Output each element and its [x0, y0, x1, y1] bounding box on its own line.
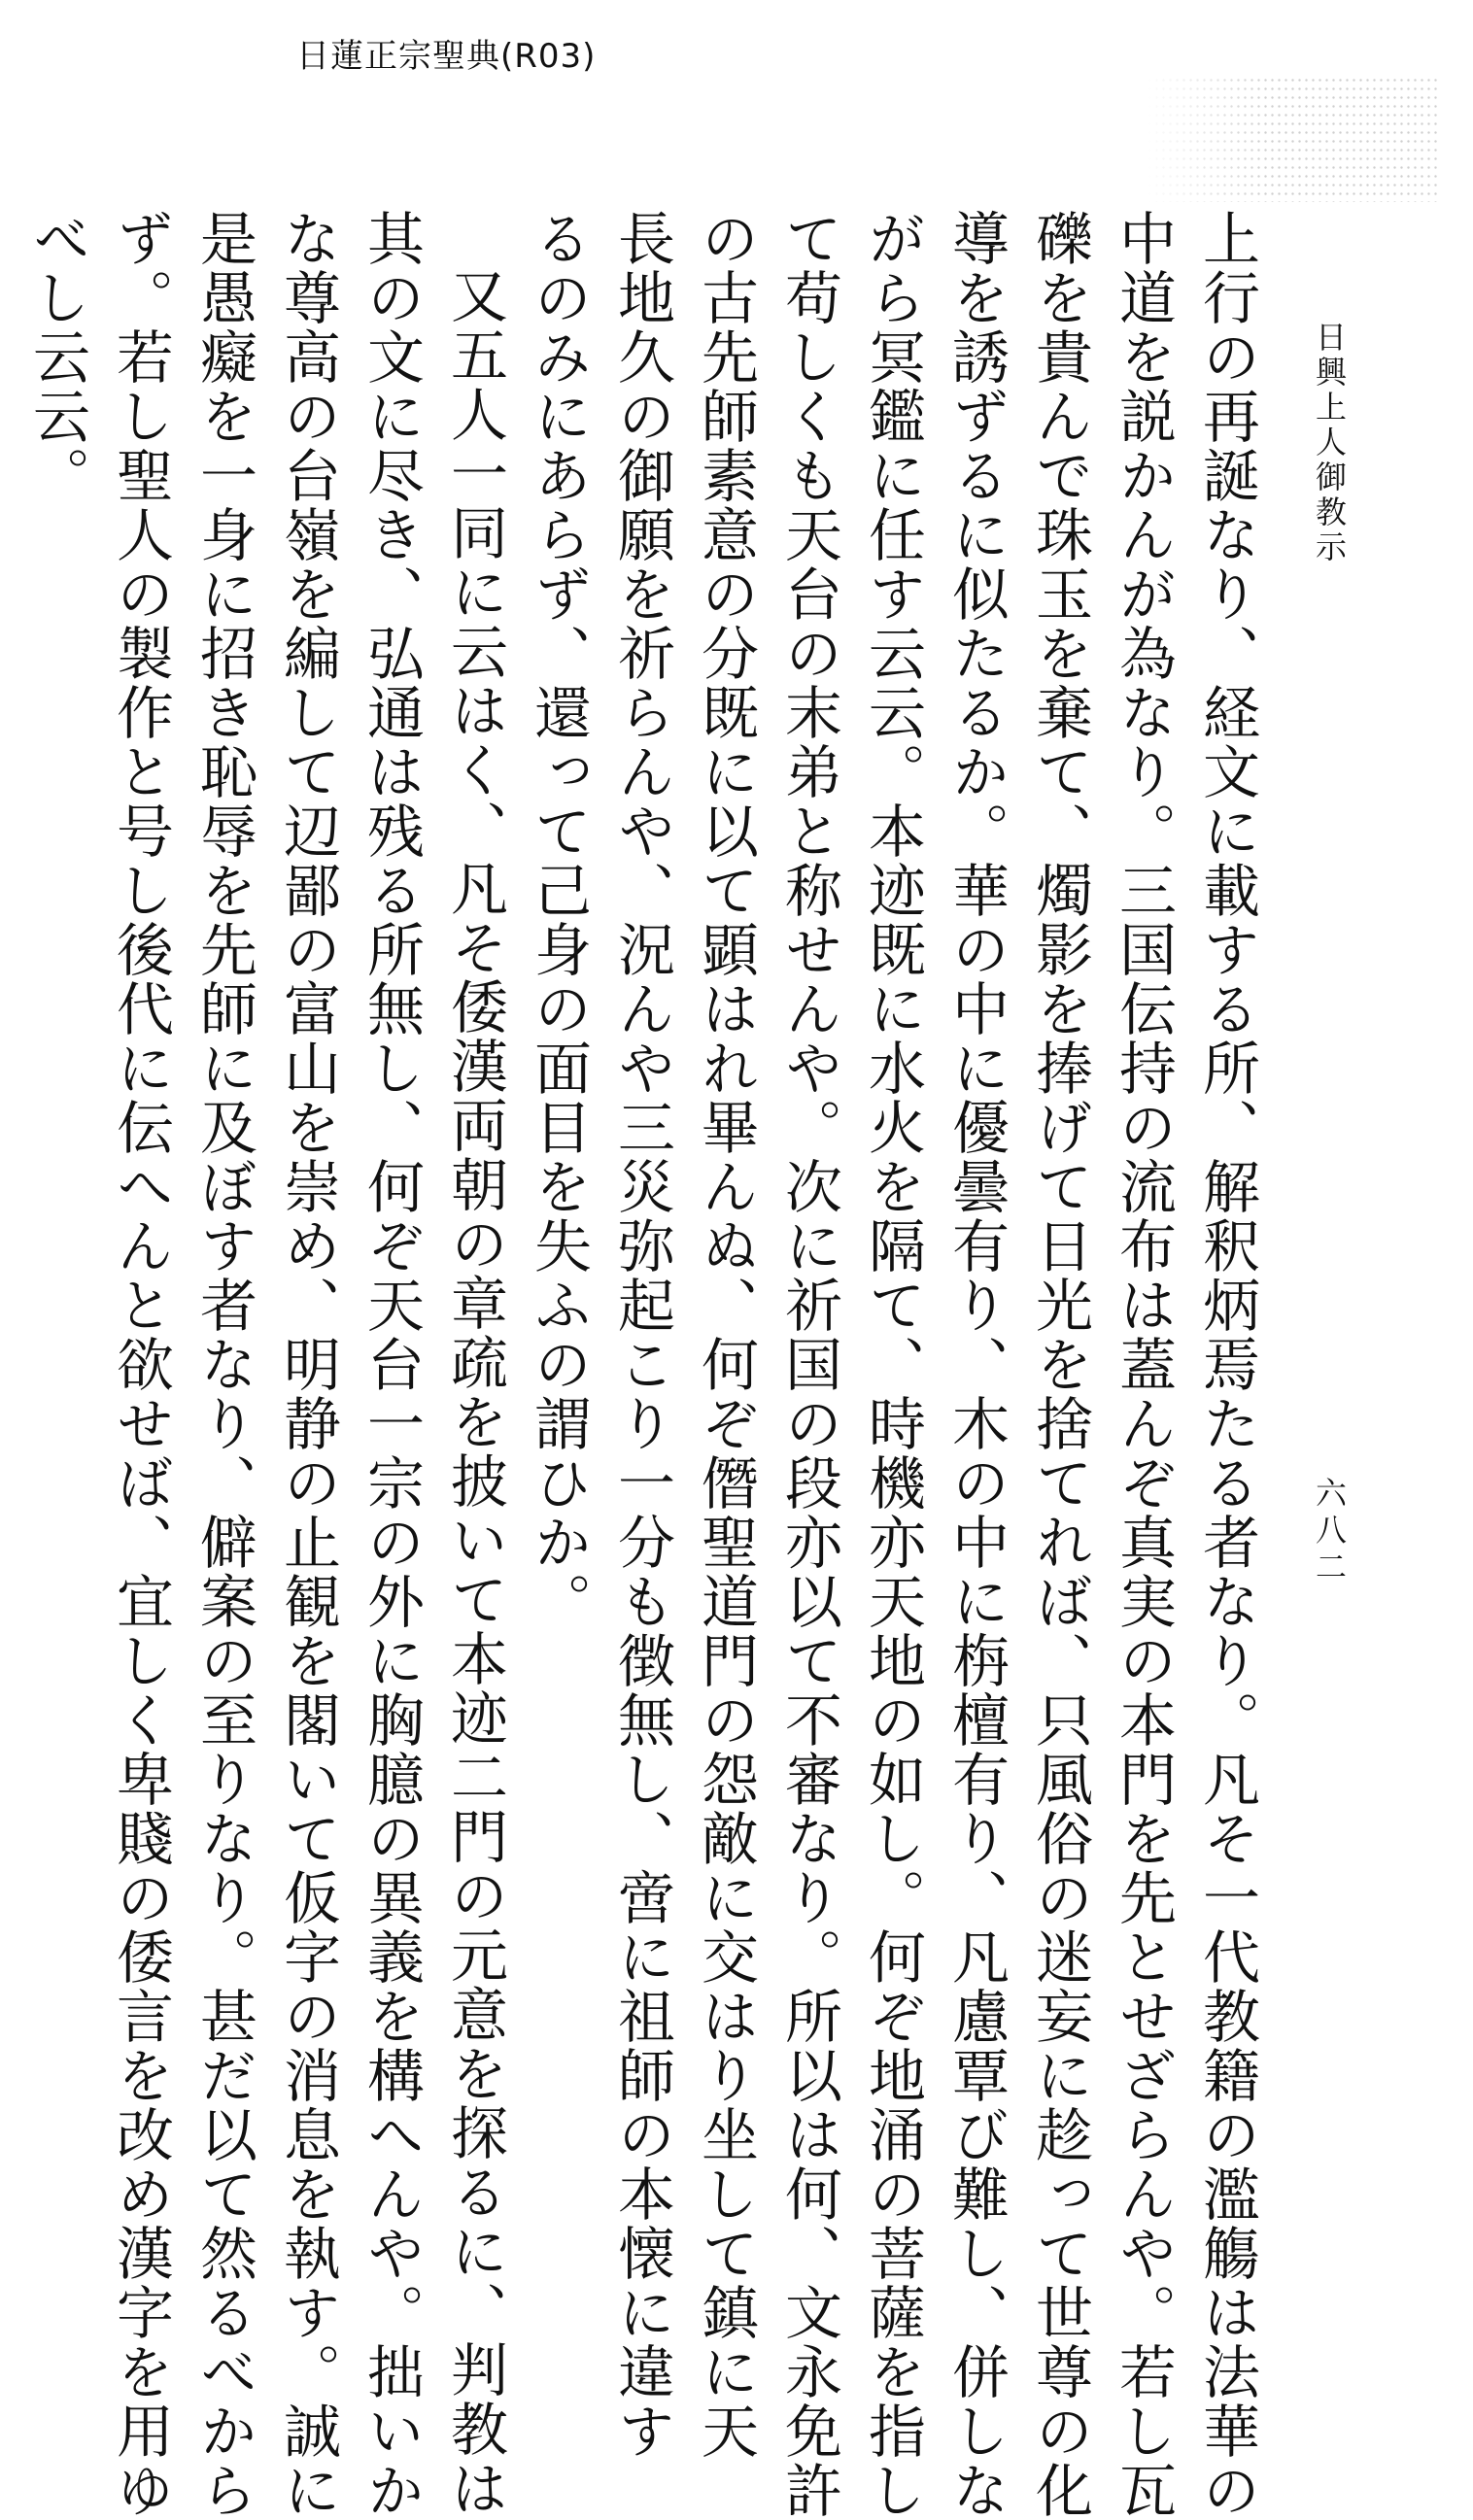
text-line: 礫を貴んで珠玉を棄て、燭影を捧げて日光を捨てれば、只風俗の迷妄に趁って世尊の化	[1026, 209, 1093, 2520]
text-column	[1017, 209, 1101, 2520]
text-column	[349, 209, 432, 2520]
text-column	[15, 209, 98, 1890]
text-line: 導を誘ずるに似たるか。華の中に優曇有り、木の中に栴檀有り、凡慮覃び難し、併しな	[942, 209, 1010, 2520]
text-line: の古先師素意の分既に以て顕はれ畢んぬ、何ぞ僭聖道門の怨敵に交はり坐して鎮に天	[692, 209, 759, 2461]
text-column	[265, 209, 349, 2520]
text-column	[934, 209, 1017, 2520]
text-line: 是愚癡を一身に招き恥辱を先師に及ぼす者なり、僻案の至りなり。甚だ以て然るべから	[190, 209, 257, 2520]
text-column	[850, 209, 934, 2520]
text-column	[98, 209, 182, 2520]
text-line: ず。若し聖人の製作と号し後代に伝へんと欲せば、宜しく卑賤の倭言を改め漢字を用ゆ	[107, 209, 174, 2520]
text-line: 其の文に尽き、弘通は残る所無し、何ぞ天台一宗の外に胸臆の異義を構へんや。拙いか	[358, 209, 425, 2520]
text-line: な尊高の台嶺を編して辺鄙の富山を崇め、明静の止観を閣いて仮字の消息を執す。誠に	[274, 209, 341, 2520]
text-line: 上行の再誕なり、経文に載する所、解釈炳焉たる者なり。凡そ一代教籍の濫觴は法華の	[1193, 209, 1260, 2520]
text-line: るのみにあらず、還って己身の面目を失ふの謂ひか。	[525, 209, 592, 1631]
text-line: 長地久の御願を祈らんや、況んや三災弥起こり一分も徴無し、啻に祖師の本懐に違す	[608, 209, 675, 2461]
text-column	[182, 209, 265, 2520]
text-column	[767, 209, 850, 2520]
text-column	[1101, 209, 1184, 2520]
text-line: 中道を説かんが為なり。三国伝持の流布は蓋んぞ真実の本門を先とせざらんや。若し瓦	[1110, 209, 1177, 2520]
text-line: べし云云。	[23, 209, 90, 505]
running-head: 日興上人御教示	[1311, 321, 1348, 565]
text-column	[1184, 209, 1268, 2520]
text-column	[432, 209, 516, 2518]
text-column	[599, 209, 683, 2461]
page-number: 六八二	[1311, 1477, 1348, 1587]
text-column	[516, 209, 599, 1890]
text-line: 又五人一同に云はく、凡そ倭漢両朝の章疏を披いて本迹二門の元意を探るに、判教は	[441, 266, 508, 2518]
text-column	[683, 209, 767, 2461]
body-text	[23, 209, 1268, 2520]
text-line: がら冥鑑に任す云云。本迹既に水火を隔て、時機亦天地の如し。何ぞ地涌の菩薩を指し	[859, 209, 926, 2520]
scan-speckle-noise	[1147, 76, 1438, 202]
text-line: て苟しくも天台の末弟と称せんや。次に祈国の段亦以て不審なり。所以は何、文永免許	[775, 209, 842, 2520]
document-header-title: 日蓮正宗聖典(R03)	[296, 37, 597, 76]
